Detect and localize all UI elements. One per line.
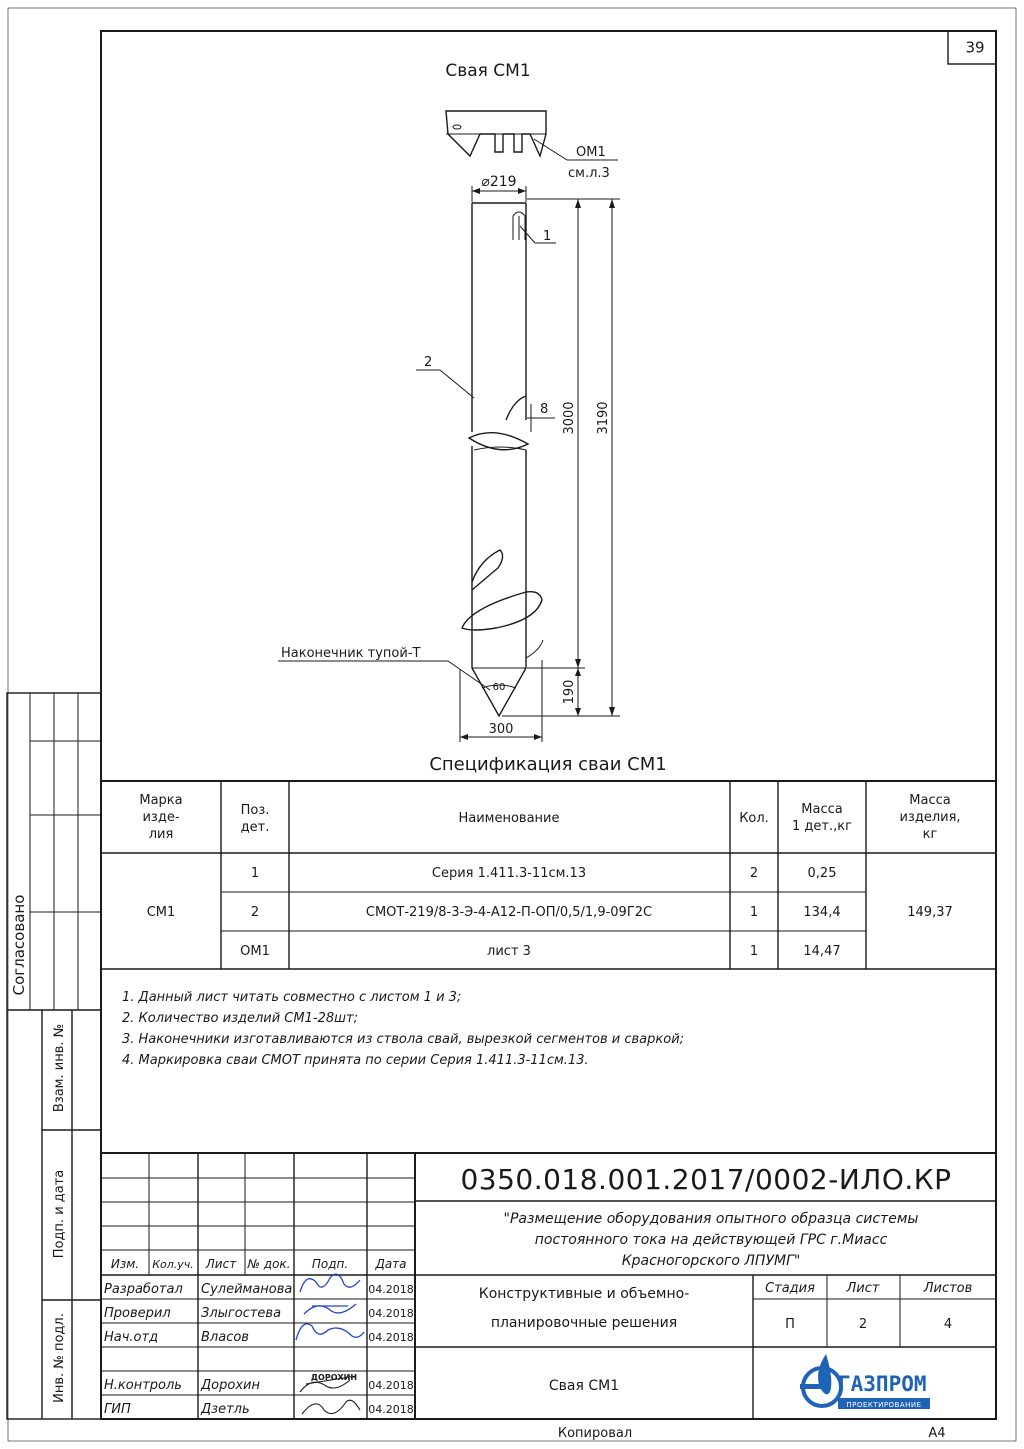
spec-row-1-pos: 1: [250, 866, 260, 881]
hdr-mass-item-1: Масса: [909, 793, 951, 808]
callout-1-leader: [520, 226, 535, 243]
norm-control-stamp: ДОРОХИН: [310, 1373, 358, 1382]
cap-plate-om1: [446, 111, 546, 156]
spec-row-2-pos: 2: [250, 905, 260, 920]
om1-reference: см.л.3: [568, 166, 610, 181]
name-developed: Сулейманова: [201, 1282, 293, 1297]
stage-header: Стадия: [765, 1281, 815, 1296]
name-head: Власов: [201, 1330, 249, 1345]
col-list: Лист: [205, 1257, 237, 1271]
sheet-header: Лист: [846, 1281, 880, 1296]
project-line-1: "Размещение оборудования опытного образца системы: [503, 1211, 919, 1227]
logo-text: ГАЗПРОМ: [838, 1372, 927, 1396]
stage-value: П: [785, 1317, 795, 1332]
format-label: А4: [928, 1426, 946, 1441]
inv-orig-label: Инв. № подл.: [52, 1313, 67, 1403]
replace-inv-label: Взам. инв. №: [52, 1023, 67, 1113]
spec-row-1-name: Серия 1.411.3-11см.13: [431, 866, 587, 881]
date-head: 04.2018: [368, 1331, 414, 1344]
date-gip: 04.2018: [368, 1403, 414, 1416]
dim-300: 300: [488, 722, 514, 737]
project-line-2: постоянного тока на действующей ГРС г.Миасс: [534, 1232, 888, 1248]
note-3: 3. Наконечники изготавливаются из ствола свай, вырезкой сегментов и сваркой;: [122, 1032, 685, 1047]
spec-row-2-qty: 1: [749, 905, 759, 920]
spec-row-3-qty: 1: [749, 944, 759, 959]
section-line-1: Конструктивные и объемно-: [478, 1286, 690, 1302]
sheet-name: Свая СМ1: [548, 1378, 620, 1394]
spec-total-mass: 149,37: [907, 905, 953, 920]
drawing-title: Свая СМ1: [445, 61, 531, 81]
date-checked: 04.2018: [368, 1307, 414, 1320]
spec-row-1-mass: 0,25: [807, 866, 837, 881]
section-line-2: планировочные решения: [490, 1315, 678, 1331]
role-developed: Разработал: [104, 1282, 183, 1297]
name-norm-control: Дорохин: [201, 1378, 260, 1393]
callout-2: 2: [424, 355, 433, 370]
sheets-value: 4: [943, 1317, 953, 1332]
weld-size: 8: [540, 402, 549, 417]
dim-190: 190: [562, 679, 577, 705]
sheet-number: 39: [965, 38, 985, 57]
hdr-mark-1: Марка: [139, 793, 183, 808]
hdr-mark-2: изде-: [142, 810, 180, 825]
note-1: 1. Данный лист читать совместно с листом 1 и 3;: [122, 990, 462, 1005]
agreed-label: Согласовано: [10, 894, 28, 996]
note-2: 2. Количество изделий СМ1-28шт;: [122, 1011, 358, 1026]
name-gip: Дзетль: [201, 1402, 250, 1417]
tip-label: Наконечник тупой-Т: [281, 646, 421, 661]
hdr-qty: Кол.: [739, 811, 769, 826]
pile-shaft: [462, 203, 543, 716]
role-norm-control: Н.контроль: [104, 1378, 182, 1393]
hdr-mass-unit-2: 1 дет.,кг: [792, 819, 852, 834]
callout-1: 1: [543, 229, 552, 244]
sheet-value: 2: [858, 1317, 868, 1332]
copied-label: Копировал: [557, 1426, 633, 1441]
date-developed: 04.2018: [368, 1283, 414, 1296]
document-code: 0350.018.001.2017/0002-ИЛО.КР: [460, 1163, 952, 1196]
date-norm-control: 04.2018: [368, 1379, 414, 1392]
sign-date-label: Подп. и дата: [52, 1169, 67, 1259]
dim-3000: 3000: [562, 401, 577, 435]
role-gip: ГИП: [104, 1402, 131, 1417]
spec-row-3-pos: ОМ1: [240, 944, 270, 959]
dim-3190: 3190: [596, 401, 611, 435]
gazprom-logo: [800, 1354, 930, 1409]
hdr-mass-item-2: изделия,: [899, 810, 961, 825]
col-kol-uch: Кол.уч.: [152, 1258, 194, 1271]
spec-mark: СМ1: [146, 905, 176, 920]
project-line-3: Красногорского ЛПУМГ": [621, 1253, 801, 1269]
signature-gip: [302, 1400, 360, 1414]
hdr-pos-1: Поз.: [240, 803, 270, 818]
angle-60: 60: [492, 682, 506, 693]
col-sign: Подп.: [311, 1257, 349, 1271]
col-date: Дата: [375, 1257, 407, 1271]
hdr-mass-unit-1: Масса: [801, 802, 843, 817]
signature-developed: [300, 1274, 360, 1292]
name-checked: Злыгостева: [201, 1306, 282, 1321]
spec-title: Спецификация сваи СМ1: [429, 754, 667, 775]
spec-row-1-qty: 2: [749, 866, 759, 881]
note-4: 4. Маркировка сваи СМОТ принята по серии Серия 1.411.3-11см.13.: [122, 1053, 589, 1068]
role-head: Нач.отд: [104, 1330, 159, 1345]
spec-row-3-mass: 14,47: [803, 944, 841, 959]
signature-head: [296, 1324, 364, 1340]
signature-checked: [304, 1304, 356, 1314]
hdr-name: Наименование: [458, 811, 560, 826]
col-izm: Изм.: [110, 1257, 140, 1271]
om1-label: ОМ1: [576, 145, 606, 160]
diameter-label: ⌀219: [481, 174, 517, 190]
hdr-pos-2: дет.: [240, 820, 270, 835]
spec-row-3-name: лист 3: [487, 944, 531, 959]
spec-row-2-name: СМОТ-219/8-3-Э-4-А12-П-ОП/0,5/1,9-09Г2С: [365, 905, 653, 920]
sheets-header: Листов: [923, 1281, 973, 1296]
spec-row-2-mass: 134,4: [803, 905, 841, 920]
role-checked: Проверил: [104, 1306, 171, 1321]
logo-subtext: ПРОЕКТИРОВАНИЕ: [846, 1401, 922, 1409]
om1-leader: [534, 139, 567, 160]
hdr-mass-item-3: кг: [922, 827, 938, 842]
col-doc: № док.: [247, 1257, 291, 1271]
hdr-mark-3: лия: [148, 827, 174, 842]
